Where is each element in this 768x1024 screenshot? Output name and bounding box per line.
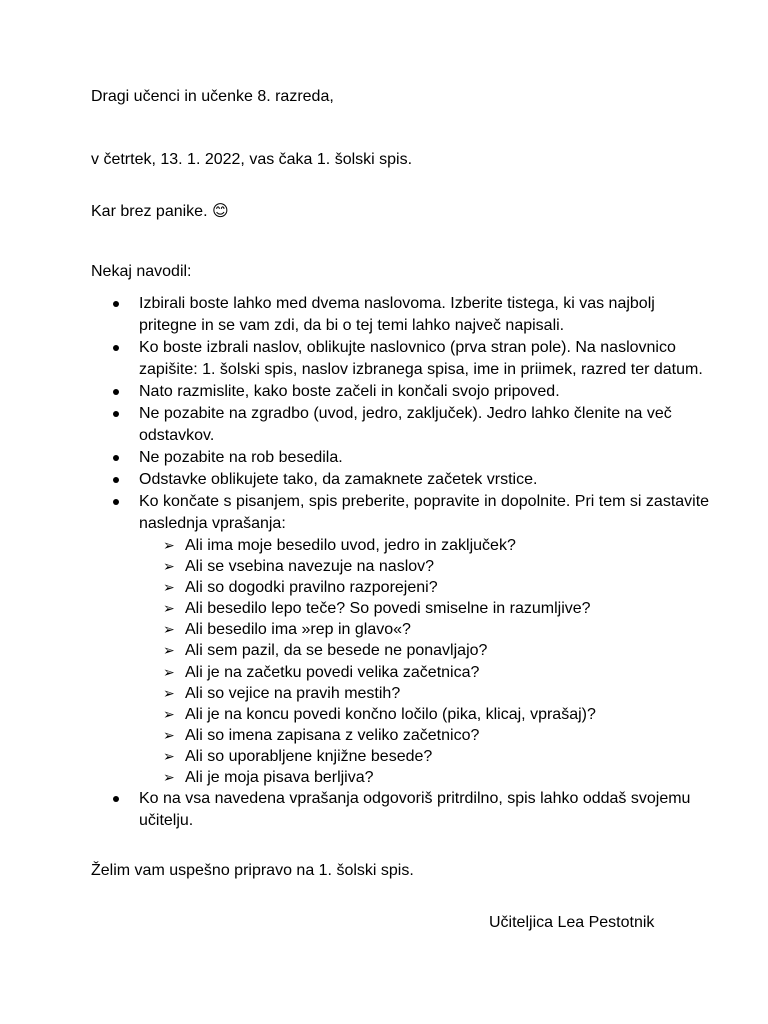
list-item [91,293,711,337]
checklist-item-text: Ali sem pazil, da se besede ne ponavljajo? [185,642,488,660]
list-item-text: Ko na vsa navedena vprašanja odgovoriš pritrdilno, spis lahko oddaš svojemu učitelju. [139,790,691,830]
list-item-text: Ko boste izbrali naslov, oblikujte naslovnico (prva stran pole). Na naslovnico zapišite: 1. šolski spis, naslov izbranega spisa, ime in priimek, razred ter datum. [139,339,703,378]
list-item-text: Ko končate s pisanjem, spis preberite, popravite in dopolnite. Pri tem si zastavite naslednja vprašanja: [139,493,710,532]
bullet-icon [113,499,119,505]
list-item [91,491,711,788]
list-item [91,403,711,447]
bullet-icon [113,411,119,417]
closing-line: Želim vam uspešno pripravo na 1. šolski spis. [91,862,414,879]
checklist-item [139,662,711,683]
signature: Učiteljica Lea Pestotnik [489,914,655,931]
arrow-bullet-icon: ➢ [163,684,175,701]
checklist-item-text: Ali se vsebina navezuje na naslov? [185,558,435,576]
arrow-bullet-icon: ➢ [163,769,175,786]
checklist-item [139,746,711,767]
bullet-icon [113,796,119,802]
list-item [91,447,711,469]
arrow-bullet-icon: ➢ [163,537,175,553]
arrow-bullet-icon: ➢ [163,558,175,575]
arrow-bullet-icon: ➢ [163,747,175,764]
checklist-item-text: Ali so imena zapisana z veliko začetnico? [185,726,480,744]
greeting: Dragi učenci in učenke 8. razreda, [91,88,334,105]
checklist-item [139,725,711,746]
instructions-heading: Nekaj navodil: [91,263,192,280]
bullet-icon [113,301,119,307]
checklist-item-text: Ali so dogodki pravilno razporejeni? [185,579,438,597]
calm-line: Kar brez panike. 😊 [91,203,229,220]
checklist-item [139,619,711,640]
list-item-text: Ne pozabite na rob besedila. [139,449,343,466]
arrow-bullet-icon: ➢ [163,642,175,659]
instructions-list [91,293,711,832]
list-item-text: Odstavke oblikujete tako, da zamaknete začetek vrstice. [139,471,538,488]
checklist-item-text: Ali ima moje besedilo uvod, jedro in zaključek? [185,537,516,554]
arrow-bullet-icon: ➢ [163,663,175,680]
list-item-text: Ne pozabite na zgradbo (uvod, jedro, zaključek). Jedro lahko členite na več odstavkov. [139,405,672,444]
arrow-bullet-icon: ➢ [163,705,175,722]
list-item [91,337,711,381]
checklist-item-text: Ali besedilo ima »rep in glavo«? [185,621,411,639]
checklist-item [139,577,711,598]
list-item [91,788,711,832]
arrow-bullet-icon: ➢ [163,621,175,638]
bullet-icon [113,345,119,351]
checklist-item [139,640,711,661]
bullet-icon [113,477,119,483]
checklist-item-text: Ali je na koncu povedi končno ločilo (pika, klicaj, vprašaj)? [185,705,596,723]
bullet-icon [113,455,119,461]
checklist-item-text: Ali je moja pisava berljiva? [185,769,374,787]
checklist-item [139,683,711,704]
arrow-bullet-icon: ➢ [163,600,175,617]
list-item-text: Nato razmislite, kako boste začeli in končali svojo pripoved. [139,383,560,400]
checklist-item-text: Ali so vejice na pravih mestih? [185,684,401,702]
arrow-bullet-icon: ➢ [163,726,175,743]
checklist [139,535,711,788]
checklist-item [139,598,711,619]
list-item [91,381,711,403]
checklist-item [139,556,711,577]
list-item-text: Izbirali boste lahko med dvema naslovoma. Izberite tistega, ki vas najbolj pritegne in se vam zdi, da bi o tej temi lahko največ napisali. [139,295,655,334]
arrow-bullet-icon: ➢ [163,579,175,596]
date-line: v četrtek, 13. 1. 2022, vas čaka 1. šolski spis. [91,151,413,168]
checklist-item [139,535,711,556]
checklist-item [139,704,711,725]
checklist-item-text: Ali je na začetku povedi velika začetnica? [185,663,480,681]
list-item [91,469,711,491]
bullet-icon [113,389,119,395]
checklist-item-text: Ali so uporabljene knjižne besede? [185,747,433,765]
checklist-item [139,767,711,788]
checklist-item-text: Ali besedilo lepo teče? So povedi smiselne in razumljive? [185,600,591,618]
